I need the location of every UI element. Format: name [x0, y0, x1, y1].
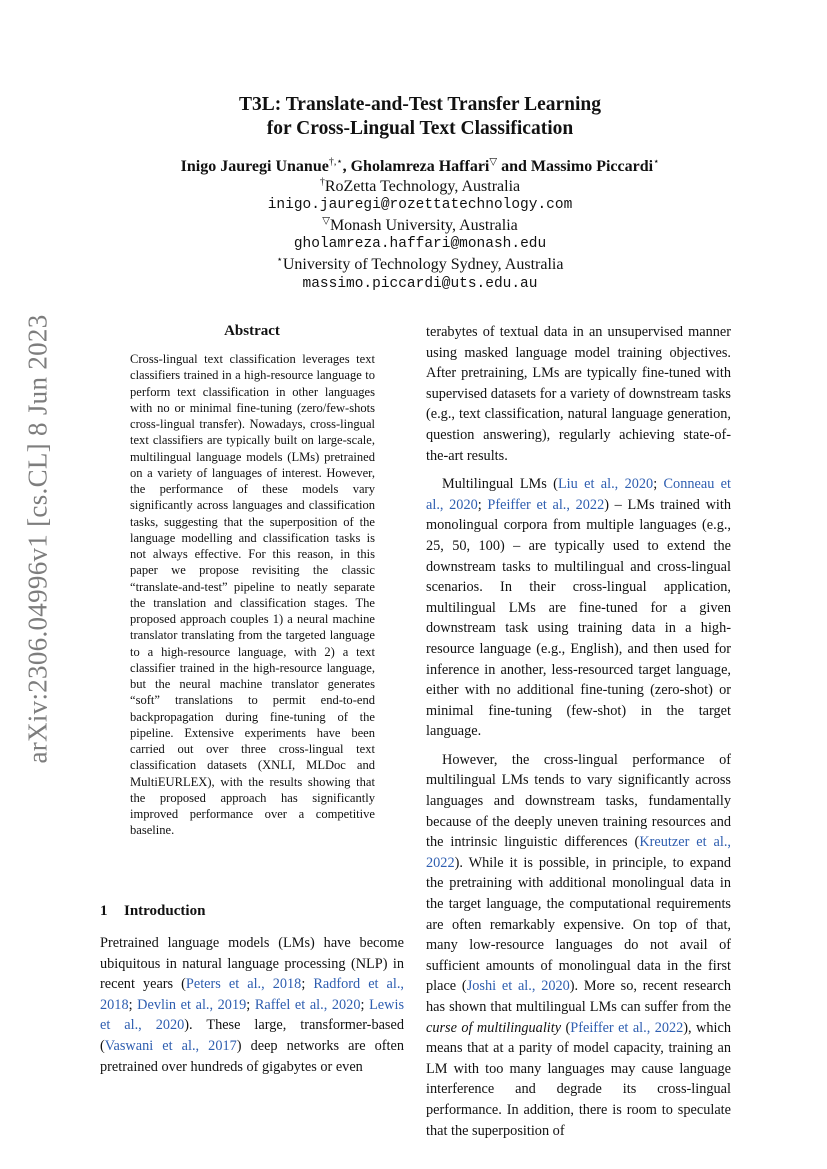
abstract-heading: Abstract — [224, 323, 280, 339]
citation-link[interactable]: Vaswani et al., 2017 — [104, 1037, 237, 1054]
section-number: 1 — [100, 903, 108, 919]
affiliation-1-mark: † — [319, 176, 325, 188]
separator: ; — [246, 996, 255, 1013]
section-title: Introduction — [124, 903, 206, 919]
citation-link[interactable]: Pfeiffer et al., 2022 — [570, 1019, 684, 1036]
affiliation-2 — [120, 216, 720, 236]
arxiv-identifier-stamp — [18, 314, 58, 764]
paper-title — [120, 93, 720, 141]
affiliation-2-text: Monash University, Australia — [329, 216, 518, 234]
body-text: ). While it is possible, in principle, to expand the pretraining with additional monolingual data in the target language, the computational requirements are often remarkably expensive. On top of that, many low-resource languages do not avail of sufficient amounts of monolingual data in the first place ( — [426, 854, 731, 995]
affiliation-1-text: RoZetta Technology, Australia — [324, 177, 521, 195]
citation-link[interactable]: Joshi et al., 2020 — [466, 978, 570, 995]
body-text: However, the cross-lingual performance of multilingual LMs tends to vary significantly across languages and downstream tasks, fundamentally because of the deeply uneven training resources and the intrinsic linguistic differences ( — [426, 751, 731, 851]
email-2: gholamreza.haffari@monash.edu — [293, 236, 547, 253]
body-text: ). More so, recent research has shown that multilingual LMs can suffer from the — [426, 978, 732, 1015]
author-names — [120, 157, 720, 177]
intro-text: ) deep networks are often pretrained over hundreds of gigabytes or even — [100, 1037, 404, 1075]
citation-link[interactable]: Raffel et al., 2020 — [254, 996, 361, 1013]
citation-link[interactable]: Lewis et al., 2020 — [100, 996, 405, 1034]
citation-link[interactable]: Liu et al., 2020 — [557, 476, 654, 493]
intro-text: Pretrained language models (LMs) have become ubiquitous in natural language processing (NLP) in recent years ( — [100, 935, 404, 993]
affiliation-3 — [120, 255, 720, 275]
author-name-1: Inigo Jauregi Unanue — [180, 158, 329, 175]
affiliation-3-mark: ⋆ — [276, 254, 283, 266]
title-line-2: for Cross-Lingual Text Classification — [266, 118, 574, 139]
right-paragraph-2 — [426, 474, 731, 742]
citation-link[interactable]: Pfeiffer et al., 2022 — [487, 496, 605, 513]
separator: ; — [477, 496, 488, 513]
author-name-3: and Massimo Piccardi — [497, 158, 654, 175]
citation-link[interactable]: Peters et al., 2018 — [185, 976, 302, 993]
separator: ; — [128, 996, 138, 1013]
body-text: ) – LMs trained with monolingual corpora from multiple languages (e.g., 25, 50, 100) – are typically used to extend the downstream tasks to multilingual and cross-lingual scenarios. In their cross-lingual application, multilingual LMs are fine-tuned for a given downstream task using training data in a high-resource language (e.g., English), and then used for inference in another, less-resourced target language, either with no additional fine-tuning (zero-shot) or minimal fine-tuning (few-shot) in the target language. — [426, 496, 731, 740]
citation-link[interactable]: Devlin et al., 2019 — [137, 996, 247, 1013]
separator: ; — [301, 976, 314, 993]
author-block — [120, 157, 720, 294]
separator: ; — [653, 476, 664, 493]
title-line-1: T3L: Translate-and-Test Transfer Learning — [238, 94, 602, 115]
author-sup-2: ▽ — [489, 156, 498, 168]
author-sup-3: ⋆ — [653, 156, 660, 168]
right-paragraph-1: terabytes of textual data in an unsupervised manner using masked language model training objectives. After pretraining, LMs are typically fine-tuned with supervised datasets for a variety of downstream tasks (e.g., text classification, natural language generation, question answering), regularly achieving state-of-the-art results. — [426, 324, 731, 464]
affiliation-1 — [120, 177, 720, 197]
emphasis-term: curse of multilinguality — [426, 1019, 562, 1036]
citation-link[interactable]: Conneau et al., 2020 — [426, 476, 731, 513]
email-1: inigo.jauregi@rozettatechnology.com — [267, 197, 573, 214]
right-paragraph-3 — [426, 750, 731, 1141]
citation-link[interactable]: Kreutzer et al., 2022 — [426, 834, 732, 871]
arxiv-identifier-text: arXiv:2306.04996v1 [cs.CL] 8 Jun 2023 — [22, 314, 53, 764]
email-3: massimo.piccardi@uts.edu.au — [302, 275, 538, 292]
affiliation-2-mark: ▽ — [322, 215, 330, 227]
separator: ; — [360, 996, 370, 1013]
body-text: ( — [561, 1019, 571, 1036]
left-column-body — [100, 933, 404, 1077]
introduction-heading — [100, 903, 205, 920]
right-column-body — [426, 322, 731, 1141]
citation-link[interactable]: Radford et al., 2018 — [100, 976, 404, 1013]
intro-paragraph-1 — [100, 933, 404, 1077]
intro-text: ). These large, transformer-based ( — [100, 1017, 404, 1054]
affiliation-3-text: University of Technology Sydney, Australia — [282, 255, 564, 273]
author-name-2: , Gholamreza Haffari — [342, 158, 490, 175]
body-text: Multilingual LMs ( — [442, 476, 558, 493]
author-sup-1: †,⋆ — [328, 156, 343, 168]
abstract-text: Cross-lingual text classification leverages text classifiers trained in a high-resource language to perform text classification in other languages with no or minimal fine-tuning (zero/few-shots cross-lingual transfer). Nowadays, cross-lingual text classifiers are typically built on large-scale, multilingual language models (LMs) pretrained on a variety of languages of interest. However, the performance of these models vary significantly across languages and classification tasks, suggesting that the superposition of the language modelling and classification tasks is not always effective. For this reason, in this paper we propose revisiting the classic “translate-and-test” pipeline to neatly separate the translation and classification stages. The proposed approach couples 1) a neural machine translator translating from the targeted language to a high-resource language, with 2) a text classifier trained in the high-resource language, but the neural machine translator generates “soft” translations to permit end-to-end backpropagation during fine-tuning of the pipeline. Extensive experiments have been carried out over three cross-lingual text classification datasets (XNLI, MLDoc and MultiEURLEX), with the results showing that the proposed approach has significantly improved performance over a competitive baseline. — [130, 352, 375, 838]
body-text: ), which means that at a parity of model capacity, training an LM with too many languages may cause language interference and degrade its cross-lingual performance. In addition, there is room to speculate that the superposition of — [426, 1019, 731, 1139]
